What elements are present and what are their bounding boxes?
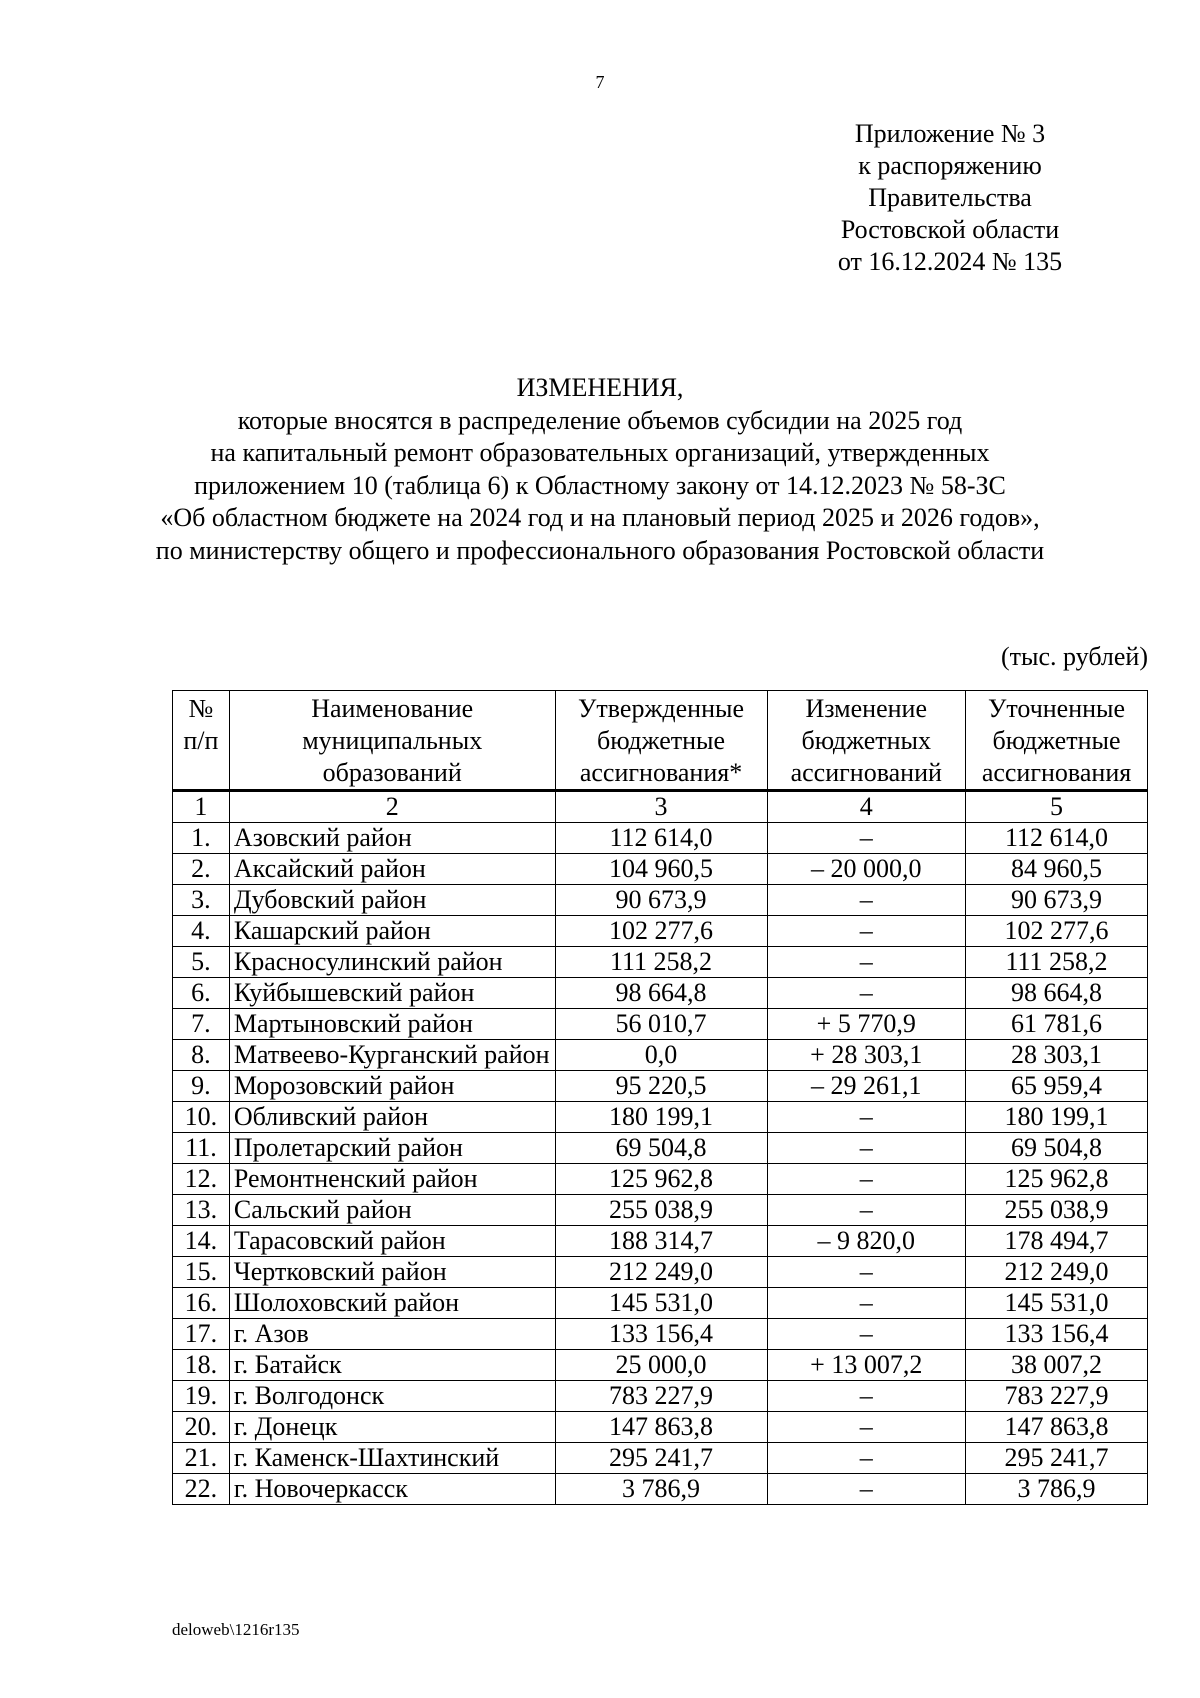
- change-amount-cell: –: [767, 947, 966, 978]
- approved-amount-cell: 0,0: [555, 1040, 767, 1071]
- table-row: [173, 1164, 1148, 1195]
- final-amount-cell: 178 494,7: [966, 1226, 1148, 1257]
- table-row: [173, 1009, 1148, 1040]
- change-amount-cell: –: [767, 1288, 966, 1319]
- approved-amount-cell: 212 249,0: [555, 1257, 767, 1288]
- appendix-block: [790, 118, 1110, 278]
- approved-amount-cell: 90 673,9: [555, 885, 767, 916]
- final-amount-cell: 133 156,4: [966, 1319, 1148, 1350]
- approved-amount-cell: 69 504,8: [555, 1133, 767, 1164]
- approved-amount-cell: 188 314,7: [555, 1226, 767, 1257]
- appendix-line: Правительства: [868, 183, 1032, 212]
- change-amount-cell: –: [767, 1133, 966, 1164]
- change-amount-cell: –: [767, 1412, 966, 1443]
- row-number-cell: 18.: [173, 1350, 230, 1381]
- table-row: [173, 854, 1148, 885]
- row-number-cell: 2.: [173, 854, 230, 885]
- table-row: [173, 823, 1148, 854]
- table-row: [173, 947, 1148, 978]
- header-number: № п/п: [173, 691, 230, 791]
- page-number: 7: [595, 72, 605, 92]
- column-number: 4: [767, 791, 966, 823]
- municipality-name-cell: Матвеево-Курганский район: [229, 1040, 555, 1071]
- municipality-name-cell: Красносулинский район: [229, 947, 555, 978]
- approved-amount-cell: 145 531,0: [555, 1288, 767, 1319]
- table-row: [173, 1133, 1148, 1164]
- change-amount-cell: –: [767, 1381, 966, 1412]
- row-number-cell: 16.: [173, 1288, 230, 1319]
- column-number-row: [173, 791, 1148, 823]
- column-number: 5: [966, 791, 1148, 823]
- title-line: «Об областном бюджете на 2024 год и на плановый период 2025 и 2026 годов»,: [160, 503, 1040, 532]
- final-amount-cell: 112 614,0: [966, 823, 1148, 854]
- municipality-name-cell: Морозовский район: [229, 1071, 555, 1102]
- final-amount-cell: 28 303,1: [966, 1040, 1148, 1071]
- final-amount-cell: 255 038,9: [966, 1195, 1148, 1226]
- table-row: [173, 1381, 1148, 1412]
- header-change: Изменение бюджетных ассигнований: [767, 691, 966, 791]
- municipality-name-cell: Шолоховский район: [229, 1288, 555, 1319]
- final-amount-cell: 38 007,2: [966, 1350, 1148, 1381]
- municipality-name-cell: Чертковский район: [229, 1257, 555, 1288]
- approved-amount-cell: 102 277,6: [555, 916, 767, 947]
- title-line: которые вносятся в распределение объемов субсидии на 2025 год: [237, 405, 963, 435]
- appendix-line: от 16.12.2024 № 135: [837, 247, 1063, 276]
- table-header-row: [173, 691, 1148, 791]
- change-amount-cell: + 5 770,9: [767, 1009, 966, 1040]
- final-amount-cell: 90 673,9: [966, 885, 1148, 916]
- change-amount-cell: –: [767, 1319, 966, 1350]
- final-amount-cell: 84 960,5: [966, 854, 1148, 885]
- column-number: 1: [173, 791, 230, 823]
- change-amount-cell: –: [767, 1164, 966, 1195]
- municipality-name-cell: Обливский район: [229, 1102, 555, 1133]
- table-row: [173, 1040, 1148, 1071]
- title-line: по министерству общего и профессионального образования Ростовской области: [155, 535, 1045, 565]
- header-name: Наименование муниципальных образований: [229, 691, 555, 791]
- final-amount-cell: 125 962,8: [966, 1164, 1148, 1195]
- row-number-cell: 19.: [173, 1381, 230, 1412]
- row-number-cell: 3.: [173, 885, 230, 916]
- approved-amount-cell: 56 010,7: [555, 1009, 767, 1040]
- change-amount-cell: – 29 261,1: [767, 1071, 966, 1102]
- approved-amount-cell: 111 258,2: [555, 947, 767, 978]
- row-number-cell: 22.: [173, 1474, 230, 1505]
- final-amount-cell: 65 959,4: [966, 1071, 1148, 1102]
- approved-amount-cell: 25 000,0: [555, 1350, 767, 1381]
- municipality-name-cell: Аксайский район: [229, 854, 555, 885]
- table-row: [173, 1071, 1148, 1102]
- row-number-cell: 4.: [173, 916, 230, 947]
- row-number-cell: 1.: [173, 823, 230, 854]
- approved-amount-cell: 98 664,8: [555, 978, 767, 1009]
- change-amount-cell: –: [767, 978, 966, 1009]
- change-amount-cell: + 28 303,1: [767, 1040, 966, 1071]
- table-row: [173, 1412, 1148, 1443]
- title-heading: ИЗМЕНЕНИЯ,: [516, 373, 684, 402]
- row-number-cell: 6.: [173, 978, 230, 1009]
- municipality-name-cell: Пролетарский район: [229, 1133, 555, 1164]
- change-amount-cell: –: [767, 916, 966, 947]
- final-amount-cell: 3 786,9: [966, 1474, 1148, 1505]
- column-number: 3: [555, 791, 767, 823]
- row-number-cell: 5.: [173, 947, 230, 978]
- change-amount-cell: –: [767, 1474, 966, 1505]
- municipality-name-cell: Ремонтненский район: [229, 1164, 555, 1195]
- approved-amount-cell: 783 227,9: [555, 1381, 767, 1412]
- change-amount-cell: –: [767, 885, 966, 916]
- change-amount-cell: –: [767, 1195, 966, 1226]
- row-number-cell: 10.: [173, 1102, 230, 1133]
- change-amount-cell: –: [767, 823, 966, 854]
- final-amount-cell: 180 199,1: [966, 1102, 1148, 1133]
- table-row: [173, 1195, 1148, 1226]
- final-amount-cell: 102 277,6: [966, 916, 1148, 947]
- municipality-name-cell: Дубовский район: [229, 885, 555, 916]
- approved-amount-cell: 112 614,0: [555, 823, 767, 854]
- municipality-name-cell: Мартыновский район: [229, 1009, 555, 1040]
- table-row: [173, 1474, 1148, 1505]
- title-line: на капитальный ремонт образовательных организаций, утвержденных: [210, 438, 990, 467]
- final-amount-cell: 145 531,0: [966, 1288, 1148, 1319]
- row-number-cell: 20.: [173, 1412, 230, 1443]
- change-amount-cell: –: [767, 1102, 966, 1133]
- municipality-name-cell: Азовский район: [229, 823, 555, 854]
- municipality-name-cell: г. Новочеркасск: [229, 1474, 555, 1505]
- header-approved: Утвержденные бюджетные ассигнования*: [555, 691, 767, 791]
- approved-amount-cell: 3 786,9: [555, 1474, 767, 1505]
- table-row: [173, 1288, 1148, 1319]
- municipality-name-cell: г. Азов: [229, 1319, 555, 1350]
- table-row: [173, 1226, 1148, 1257]
- approved-amount-cell: 255 038,9: [555, 1195, 767, 1226]
- table-row: [173, 978, 1148, 1009]
- row-number-cell: 8.: [173, 1040, 230, 1071]
- municipality-name-cell: г. Батайск: [229, 1350, 555, 1381]
- table-row: [173, 885, 1148, 916]
- appendix-line: к распоряжению: [858, 151, 1042, 180]
- row-number-cell: 14.: [173, 1226, 230, 1257]
- units-label: (тыс. рублей): [1000, 642, 1148, 671]
- change-amount-cell: –: [767, 1257, 966, 1288]
- municipality-name-cell: г. Каменск-Шахтинский: [229, 1443, 555, 1474]
- municipality-name-cell: г. Волгодонск: [229, 1381, 555, 1412]
- table-row: [173, 1319, 1148, 1350]
- row-number-cell: 13.: [173, 1195, 230, 1226]
- final-amount-cell: 295 241,7: [966, 1443, 1148, 1474]
- appendix-line: Приложение № 3: [854, 119, 1046, 148]
- municipality-name-cell: Сальский район: [229, 1195, 555, 1226]
- approved-amount-cell: 180 199,1: [555, 1102, 767, 1133]
- municipality-name-cell: г. Донецк: [229, 1412, 555, 1443]
- table-row: [173, 1257, 1148, 1288]
- table-row: [173, 916, 1148, 947]
- row-number-cell: 17.: [173, 1319, 230, 1350]
- final-amount-cell: 61 781,6: [966, 1009, 1148, 1040]
- approved-amount-cell: 95 220,5: [555, 1071, 767, 1102]
- change-amount-cell: –: [767, 1443, 966, 1474]
- final-amount-cell: 111 258,2: [966, 947, 1148, 978]
- change-amount-cell: – 9 820,0: [767, 1226, 966, 1257]
- row-number-cell: 12.: [173, 1164, 230, 1195]
- table-body: [173, 823, 1148, 1505]
- approved-amount-cell: 104 960,5: [555, 854, 767, 885]
- municipality-name-cell: Куйбышевский район: [229, 978, 555, 1009]
- change-amount-cell: + 13 007,2: [767, 1350, 966, 1381]
- footer-reference: deloweb\1216r135: [172, 1620, 300, 1639]
- approved-amount-cell: 147 863,8: [555, 1412, 767, 1443]
- header-final: Уточненные бюджетные ассигнования: [966, 691, 1148, 791]
- table-row: [173, 1102, 1148, 1133]
- row-number-cell: 15.: [173, 1257, 230, 1288]
- table-row: [173, 1350, 1148, 1381]
- approved-amount-cell: 125 962,8: [555, 1164, 767, 1195]
- final-amount-cell: 98 664,8: [966, 978, 1148, 1009]
- row-number-cell: 7.: [173, 1009, 230, 1040]
- document-title: [0, 372, 1200, 567]
- budget-table: [172, 690, 1148, 1505]
- column-number: 2: [229, 791, 555, 823]
- table-row: [173, 1443, 1148, 1474]
- change-amount-cell: – 20 000,0: [767, 854, 966, 885]
- final-amount-cell: 783 227,9: [966, 1381, 1148, 1412]
- row-number-cell: 11.: [173, 1133, 230, 1164]
- appendix-line: Ростовской области: [840, 215, 1060, 244]
- final-amount-cell: 212 249,0: [966, 1257, 1148, 1288]
- title-line: приложением 10 (таблица 6) к Областному закону от 14.12.2023 № 58-ЗС: [194, 470, 1006, 500]
- approved-amount-cell: 133 156,4: [555, 1319, 767, 1350]
- municipality-name-cell: Тарасовский район: [229, 1226, 555, 1257]
- row-number-cell: 21.: [173, 1443, 230, 1474]
- approved-amount-cell: 295 241,7: [555, 1443, 767, 1474]
- final-amount-cell: 147 863,8: [966, 1412, 1148, 1443]
- row-number-cell: 9.: [173, 1071, 230, 1102]
- municipality-name-cell: Кашарский район: [229, 916, 555, 947]
- final-amount-cell: 69 504,8: [966, 1133, 1148, 1164]
